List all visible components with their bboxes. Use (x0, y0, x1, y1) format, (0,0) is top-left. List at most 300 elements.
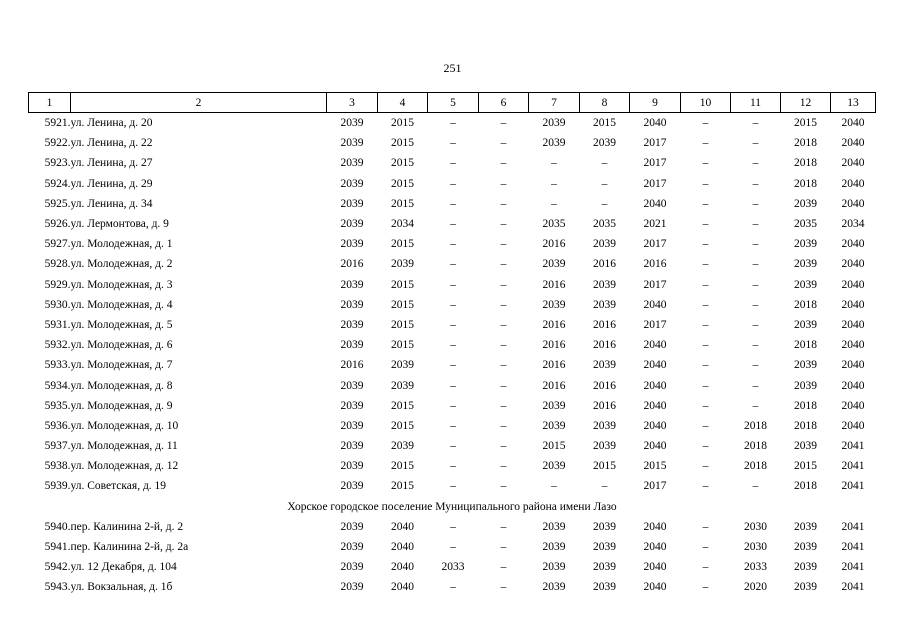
value-cell: 2039 (593, 581, 616, 594)
row-number: 5937. (44, 440, 71, 453)
value-cell: 2039 (794, 541, 817, 554)
table-row (29, 577, 876, 597)
value-cell: 2018 (794, 480, 817, 493)
value-cell: – (752, 379, 759, 392)
value-cell: – (500, 460, 507, 473)
value-cell: 2039 (542, 399, 566, 412)
address-cell: ул. 12 Декабря, д. 104 (70, 561, 177, 574)
value-cell: 2039 (340, 197, 364, 210)
value-cell: – (752, 218, 759, 231)
table-body (29, 113, 876, 598)
value-cell: 2018 (744, 419, 767, 432)
value-cell: – (702, 561, 709, 574)
row-number: 5933. (44, 359, 71, 372)
value-cell: 2015 (391, 480, 414, 493)
row-number: 5935. (44, 399, 71, 412)
value-cell: 2030 (744, 520, 767, 533)
value-cell: 2039 (340, 561, 364, 574)
value-cell: – (702, 238, 709, 251)
value-cell: – (500, 359, 507, 372)
value-cell: – (500, 399, 507, 412)
address-cell: ул. Молодежная, д. 11 (70, 440, 178, 453)
value-cell: 2018 (794, 137, 817, 150)
value-cell: 2039 (340, 480, 364, 493)
address-cell: ул. Ленина, д. 27 (70, 157, 153, 170)
table-row (29, 194, 876, 214)
value-cell: 2015 (391, 238, 414, 251)
value-cell: – (500, 177, 507, 190)
value-cell: – (551, 177, 557, 190)
value-cell: – (450, 440, 456, 453)
column-header: 3 (327, 93, 378, 113)
table-row (29, 315, 876, 335)
value-cell: – (702, 318, 709, 331)
value-cell: 2039 (391, 258, 414, 271)
value-cell: 2039 (542, 460, 566, 473)
value-cell: – (702, 399, 709, 412)
value-cell: 2016 (593, 318, 616, 331)
value-cell: 2015 (794, 117, 817, 130)
value-cell: – (702, 520, 709, 533)
value-cell: 2039 (794, 197, 817, 210)
value-cell: 2040 (841, 117, 865, 130)
value-cell: 2039 (794, 379, 817, 392)
value-cell: – (450, 218, 456, 231)
value-cell: 2040 (841, 177, 865, 190)
value-cell: – (500, 218, 507, 231)
value-cell: 2039 (542, 581, 566, 594)
value-cell: 2040 (643, 440, 667, 453)
column-header: 6 (479, 93, 529, 113)
value-cell: 2039 (340, 339, 364, 352)
value-cell: 2039 (542, 137, 566, 150)
value-cell: 2040 (643, 581, 667, 594)
value-cell: – (752, 258, 759, 271)
value-cell: 2039 (593, 137, 616, 150)
value-cell: – (752, 137, 759, 150)
value-cell: – (450, 581, 456, 594)
value-cell: 2040 (841, 137, 865, 150)
value-cell: – (702, 117, 709, 130)
value-cell: 2040 (841, 258, 865, 271)
value-cell: 2041 (841, 520, 865, 533)
value-cell: 2039 (340, 298, 364, 311)
value-cell: – (752, 157, 759, 170)
section-title: Хорское городское поселение Муниципального района имени Лазо (287, 500, 617, 513)
address-cell: ул. Вокзальная, д. 1б (70, 581, 173, 594)
value-cell: – (702, 379, 709, 392)
value-cell: – (601, 197, 608, 210)
value-cell: 2015 (391, 157, 414, 170)
address-cell: ул. Молодежная, д. 3 (70, 278, 173, 291)
value-cell: 2040 (643, 541, 667, 554)
value-cell: – (702, 339, 709, 352)
value-cell: 2016 (593, 379, 616, 392)
value-cell: – (500, 137, 507, 150)
value-cell: – (702, 177, 709, 190)
value-cell: 2040 (841, 157, 865, 170)
value-cell: – (500, 298, 507, 311)
row-number: 5932. (44, 339, 71, 352)
value-cell: 2040 (841, 197, 865, 210)
table-row (29, 335, 876, 355)
table-row (29, 254, 876, 274)
value-cell: 2016 (593, 339, 616, 352)
value-cell: 2015 (391, 117, 414, 130)
value-cell: 2039 (542, 117, 566, 130)
address-cell: ул. Ленина, д. 34 (70, 197, 153, 210)
address-cell: ул. Лермонтова, д. 9 (70, 218, 169, 231)
value-cell: – (702, 218, 709, 231)
value-cell: 2035 (593, 218, 616, 231)
address-cell: ул. Ленина, д. 22 (70, 137, 153, 150)
value-cell: 2039 (593, 359, 616, 372)
value-cell: 2040 (841, 238, 865, 251)
table-row (29, 517, 876, 537)
column-header: 7 (529, 93, 580, 113)
row-number: 5922. (44, 137, 71, 150)
value-cell: – (450, 117, 456, 130)
value-cell: 2018 (794, 399, 817, 412)
value-cell: – (500, 238, 507, 251)
table-row (29, 416, 876, 436)
value-cell: 2015 (391, 399, 414, 412)
value-cell: 2039 (340, 440, 364, 453)
value-cell: 2015 (593, 460, 616, 473)
value-cell: 2015 (391, 419, 414, 432)
value-cell: 2015 (391, 298, 414, 311)
address-cell: ул. Молодежная, д. 1 (70, 238, 173, 251)
value-cell: – (450, 258, 456, 271)
value-cell: 2016 (542, 379, 566, 392)
address-cell: ул. Молодежная, д. 8 (70, 379, 173, 392)
value-cell: 2018 (794, 177, 817, 190)
address-cell: ул. Советская, д. 19 (70, 480, 167, 493)
table-row (29, 476, 876, 496)
value-cell: – (752, 117, 759, 130)
value-cell: 2039 (542, 541, 566, 554)
value-cell: 2039 (340, 218, 364, 231)
value-cell: 2015 (643, 460, 667, 473)
value-cell: 2021 (643, 218, 667, 231)
section-row (29, 497, 876, 517)
value-cell: – (702, 258, 709, 271)
value-cell: 2039 (593, 238, 616, 251)
value-cell: 2016 (542, 359, 566, 372)
value-cell: 2039 (340, 399, 364, 412)
value-cell: – (450, 460, 456, 473)
value-cell: 2039 (794, 440, 817, 453)
value-cell: 2039 (391, 379, 414, 392)
value-cell: 2039 (340, 419, 364, 432)
value-cell: – (450, 137, 456, 150)
value-cell: 2039 (794, 581, 817, 594)
row-number: 5925. (44, 197, 71, 210)
value-cell: – (500, 561, 507, 574)
value-cell: 2015 (391, 177, 414, 190)
value-cell: – (500, 581, 507, 594)
address-cell: ул. Молодежная, д. 9 (70, 399, 173, 412)
value-cell: – (500, 117, 507, 130)
value-cell: 2017 (643, 318, 667, 331)
value-cell: 2017 (643, 480, 667, 493)
row-number: 5943. (44, 581, 71, 594)
row-number: 5930. (44, 298, 71, 311)
table-row (29, 133, 876, 153)
value-cell: – (752, 339, 759, 352)
table-row (29, 153, 876, 173)
table-row (29, 396, 876, 416)
value-cell: 2040 (643, 561, 667, 574)
table-header-row (29, 93, 876, 113)
column-header: 8 (580, 93, 630, 113)
value-cell: – (500, 379, 507, 392)
table-row (29, 174, 876, 194)
row-number: 5942. (44, 561, 71, 574)
value-cell: – (752, 177, 759, 190)
value-cell: – (752, 480, 759, 493)
row-number: 5928. (44, 258, 71, 271)
value-cell: 2040 (841, 419, 865, 432)
value-cell: 2040 (643, 298, 667, 311)
value-cell: 2041 (841, 460, 865, 473)
value-cell: 2039 (340, 520, 364, 533)
value-cell: 2041 (841, 581, 865, 594)
value-cell: 2041 (841, 561, 865, 574)
value-cell: 2040 (841, 359, 865, 372)
value-cell: – (551, 157, 557, 170)
value-cell: 2039 (794, 561, 817, 574)
value-cell: – (450, 238, 456, 251)
value-cell: 2039 (794, 258, 817, 271)
value-cell: 2039 (542, 419, 566, 432)
value-cell: 2016 (593, 399, 616, 412)
value-cell: – (450, 399, 456, 412)
column-header: 2 (71, 93, 327, 113)
value-cell: – (450, 339, 456, 352)
value-cell: 2039 (340, 379, 364, 392)
value-cell: 2039 (542, 258, 566, 271)
value-cell: 2017 (643, 278, 667, 291)
value-cell: 2020 (744, 581, 767, 594)
table-row (29, 113, 876, 134)
value-cell: – (500, 339, 507, 352)
value-cell: – (702, 278, 709, 291)
value-cell: 2017 (643, 157, 667, 170)
value-cell: – (702, 359, 709, 372)
value-cell: 2039 (340, 278, 364, 291)
address-cell: ул. Молодежная, д. 4 (70, 298, 173, 311)
value-cell: 2035 (542, 218, 566, 231)
row-number: 5938. (44, 460, 71, 473)
column-header: 12 (781, 93, 831, 113)
value-cell: 2040 (643, 197, 667, 210)
value-cell: – (702, 137, 709, 150)
value-cell: – (601, 480, 608, 493)
value-cell: – (702, 157, 709, 170)
value-cell: 2039 (542, 520, 566, 533)
row-number: 5941. (44, 541, 71, 554)
value-cell: 2016 (542, 278, 566, 291)
value-cell: – (752, 399, 759, 412)
value-cell: 2017 (643, 137, 667, 150)
column-header: 4 (378, 93, 428, 113)
data-table (28, 92, 876, 598)
table-row (29, 375, 876, 395)
table-row (29, 456, 876, 476)
table-row (29, 275, 876, 295)
value-cell: 2039 (340, 541, 364, 554)
value-cell: – (500, 480, 507, 493)
value-cell: – (450, 278, 456, 291)
value-cell: – (702, 440, 709, 453)
value-cell: 2017 (643, 177, 667, 190)
value-cell: – (702, 581, 709, 594)
address-cell: ул. Молодежная, д. 6 (70, 339, 173, 352)
value-cell: 2039 (593, 561, 616, 574)
value-cell: 2040 (391, 561, 414, 574)
value-cell: 2039 (794, 318, 817, 331)
value-cell: 2017 (643, 238, 667, 251)
value-cell: 2016 (340, 359, 364, 372)
value-cell: – (500, 157, 507, 170)
value-cell: 2015 (391, 339, 414, 352)
value-cell: 2018 (744, 440, 767, 453)
row-number: 5934. (44, 379, 71, 392)
value-cell: 2040 (841, 339, 865, 352)
value-cell: 2039 (593, 298, 616, 311)
value-cell: 2039 (340, 157, 364, 170)
value-cell: – (702, 480, 709, 493)
value-cell: – (702, 298, 709, 311)
value-cell: 2035 (794, 218, 817, 231)
value-cell: 2018 (794, 339, 817, 352)
value-cell: 2015 (794, 460, 817, 473)
value-cell: – (450, 298, 456, 311)
value-cell: 2039 (593, 278, 616, 291)
table-row (29, 436, 876, 456)
value-cell: 2039 (340, 238, 364, 251)
value-cell: 2040 (643, 379, 667, 392)
row-number: 5927. (44, 238, 71, 251)
value-cell: 2016 (542, 339, 566, 352)
row-number: 5923. (44, 157, 71, 170)
value-cell: – (752, 318, 759, 331)
value-cell: 2018 (794, 298, 817, 311)
value-cell: 2039 (593, 520, 616, 533)
value-cell: 2016 (643, 258, 667, 271)
table-row (29, 295, 876, 315)
value-cell: 2040 (391, 581, 414, 594)
value-cell: – (752, 238, 759, 251)
value-cell: – (450, 379, 456, 392)
column-header: 1 (29, 93, 71, 113)
value-cell: – (702, 460, 709, 473)
value-cell: 2016 (340, 258, 364, 271)
value-cell: – (752, 197, 759, 210)
value-cell: – (702, 197, 709, 210)
value-cell: 2041 (841, 541, 865, 554)
value-cell: 2041 (841, 440, 865, 453)
value-cell: 2040 (841, 379, 865, 392)
value-cell: – (450, 197, 456, 210)
value-cell: – (601, 157, 608, 170)
value-cell: – (601, 177, 608, 190)
column-header: 11 (731, 93, 781, 113)
value-cell: 2039 (794, 359, 817, 372)
value-cell: – (702, 419, 709, 432)
value-cell: – (702, 541, 709, 554)
row-number: 5936. (44, 419, 71, 432)
value-cell: 2039 (593, 440, 616, 453)
value-cell: – (450, 359, 456, 372)
table-row (29, 537, 876, 557)
value-cell: 2040 (841, 278, 865, 291)
value-cell: 2040 (643, 339, 667, 352)
value-cell: 2015 (391, 278, 414, 291)
address-cell: ул. Молодежная, д. 10 (70, 419, 179, 432)
value-cell: 2015 (391, 137, 414, 150)
value-cell: 2039 (340, 137, 364, 150)
value-cell: 2039 (593, 419, 616, 432)
value-cell: 2015 (391, 460, 414, 473)
value-cell: 2039 (542, 298, 566, 311)
value-cell: 2040 (643, 117, 667, 130)
row-number: 5931. (44, 318, 71, 331)
value-cell: – (500, 520, 507, 533)
value-cell: 2034 (391, 218, 414, 231)
value-cell: 2039 (794, 278, 817, 291)
row-number: 5926. (44, 218, 71, 231)
value-cell: – (551, 480, 557, 493)
page-number: 251 (443, 61, 462, 75)
value-cell: 2018 (744, 460, 767, 473)
value-cell: – (551, 197, 557, 210)
value-cell: – (500, 419, 507, 432)
value-cell: – (500, 278, 507, 291)
value-cell: – (500, 258, 507, 271)
value-cell: 2015 (391, 197, 414, 210)
value-cell: – (752, 278, 759, 291)
value-cell: – (450, 419, 456, 432)
value-cell: – (500, 318, 507, 331)
value-cell: 2040 (643, 359, 667, 372)
value-cell: 2039 (542, 561, 566, 574)
column-header: 9 (630, 93, 681, 113)
row-number: 5929. (44, 278, 71, 291)
value-cell: 2040 (643, 419, 667, 432)
value-cell: 2015 (593, 117, 616, 130)
table-row (29, 234, 876, 254)
address-cell: ул. Молодежная, д. 12 (70, 460, 179, 473)
value-cell: 2039 (340, 581, 364, 594)
value-cell: 2039 (794, 238, 817, 251)
address-cell: ул. Молодежная, д. 2 (70, 258, 173, 271)
value-cell: 2033 (441, 561, 465, 574)
row-number: 5921. (44, 117, 71, 130)
value-cell: 2018 (794, 419, 817, 432)
value-cell: 2034 (841, 218, 865, 231)
value-cell: 2039 (340, 318, 364, 331)
value-cell: 2016 (542, 238, 566, 251)
value-cell: – (450, 520, 456, 533)
value-cell: 2039 (794, 520, 817, 533)
address-cell: ул. Ленина, д. 29 (70, 177, 153, 190)
value-cell: 2040 (841, 298, 865, 311)
row-number: 5924. (44, 177, 71, 190)
value-cell: 2015 (391, 318, 414, 331)
value-cell: 2040 (841, 318, 865, 331)
